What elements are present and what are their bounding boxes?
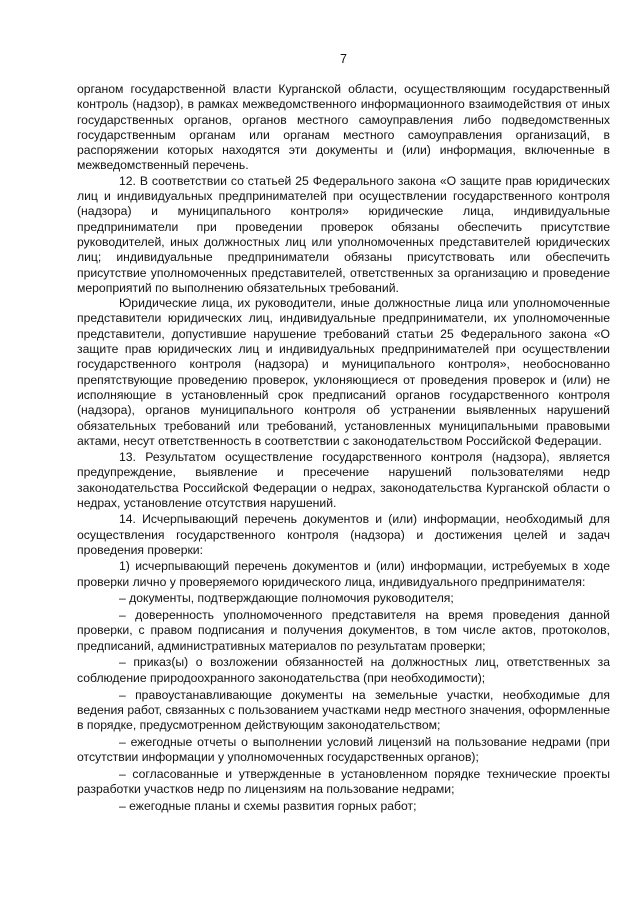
page-number: 7 (340, 52, 347, 66)
list-item: – ежегодные планы и схемы развития горных работ; (119, 799, 417, 814)
list-item: – документы, подтверждающие полномочия руководителя; (119, 591, 454, 606)
list-item: – согласованные и утвержденные в установленном порядке технические проекты разработки участков недр по лицензиям на пользование недрами; (77, 767, 610, 797)
document-page (77, 52, 610, 814)
paragraph-12: 12. В соответствии со статьей 25 Федерального закона «О защите прав юридических лиц и индивидуальных предпринимателей при осуществлении государственного контроля (надзора) и муниципального контроля» юридические лица, индивидуальные предприниматели при проведении проверок обязаны обеспечить присутствие руководителей, иных должностных лиц или уполномоченных представителей юридических лиц; индивидуальные предприниматели обязаны присутствовать или обеспечить присутствие уполномоченных представителей, ответственных за организацию и проведение мероприятий по выполнению обязательных требований. (77, 173, 610, 295)
paragraph-responsibility: Юридические лица, их руководители, иные должностные лица или уполномоченные представители юридических лиц, индивидуальные предприниматели, их уполномоченные представители, допустившие нарушение требований статьи 25 Федерального закона «О защите прав юридических лиц и индивидуальных предпринимателей при осуществлении государственного контроля (надзора) и муниципального контроля», необоснованно препятствующие проведению проверок, уклоняющиеся от проведения проверок и (или) не исполняющие в установленный срок предписаний органов государственного контроля (надзора), органов муниципального контроля об устранении выявленных нарушений обязательных требований или требований, установленных муниципальными правовыми актами, несут ответственность в соответствии с законодательством Российской Федерации. (77, 296, 610, 448)
paragraph-14: 14. Исчерпывающий перечень документов и (или) информации, необходимый для осуществления государственного контроля (надзора) и достижения целей и задач проведения проверки: (77, 512, 610, 557)
list-item: – приказ(ы) о возложении обязанностей на должностных лиц, ответственных за соблюдение природоохранного законодательства (при необходимости); (77, 655, 610, 685)
list-item: – ежегодные отчеты о выполнении условий лицензий на пользование недрами (при отсутствии информации у уполномоченных государственных органов); (77, 734, 610, 765)
paragraph-continuation: органом государственной власти Курганской области, осуществляющим государственный контроль (надзор), в рамках межведомственного информационного взаимодействия от иных государственных органов, органов местного самоуправления либо подведомственных государственным органам или органам местного самоуправления организаций, в распоряжении которых находятся эти документы и (или) информация, включенные в межведомственный перечень. (77, 82, 610, 173)
list-item: – доверенность уполномоченного представителя на время проведения данной проверки, с правом подписания и получения документов, в том числе актов, протоколов, предписаний, административных материалов по результатам проверки; (77, 608, 610, 653)
paragraph-14-sub-1: 1) исчерпывающий перечень документов и (или) информации, истребуемых в ходе проверки лично у проверяемого юридического лица, индивидуального предпринимателя: (77, 559, 610, 589)
paragraph-13: 13. Результатом осуществление государственного контроля (надзора), является предупреждение, выявление и пресечение нарушений пользователями недр законодательства Российской Федерации о недрах, законодательства Курганской области о недрах, установление отсутствия нарушений. (77, 450, 610, 511)
list-item: – правоустанавливающие документы на земельные участки, необходимые для ведения работ, связанных с пользованием участками недр местного значения, оформленные в порядке, предусмотренном действующим законодательством; (77, 687, 610, 733)
